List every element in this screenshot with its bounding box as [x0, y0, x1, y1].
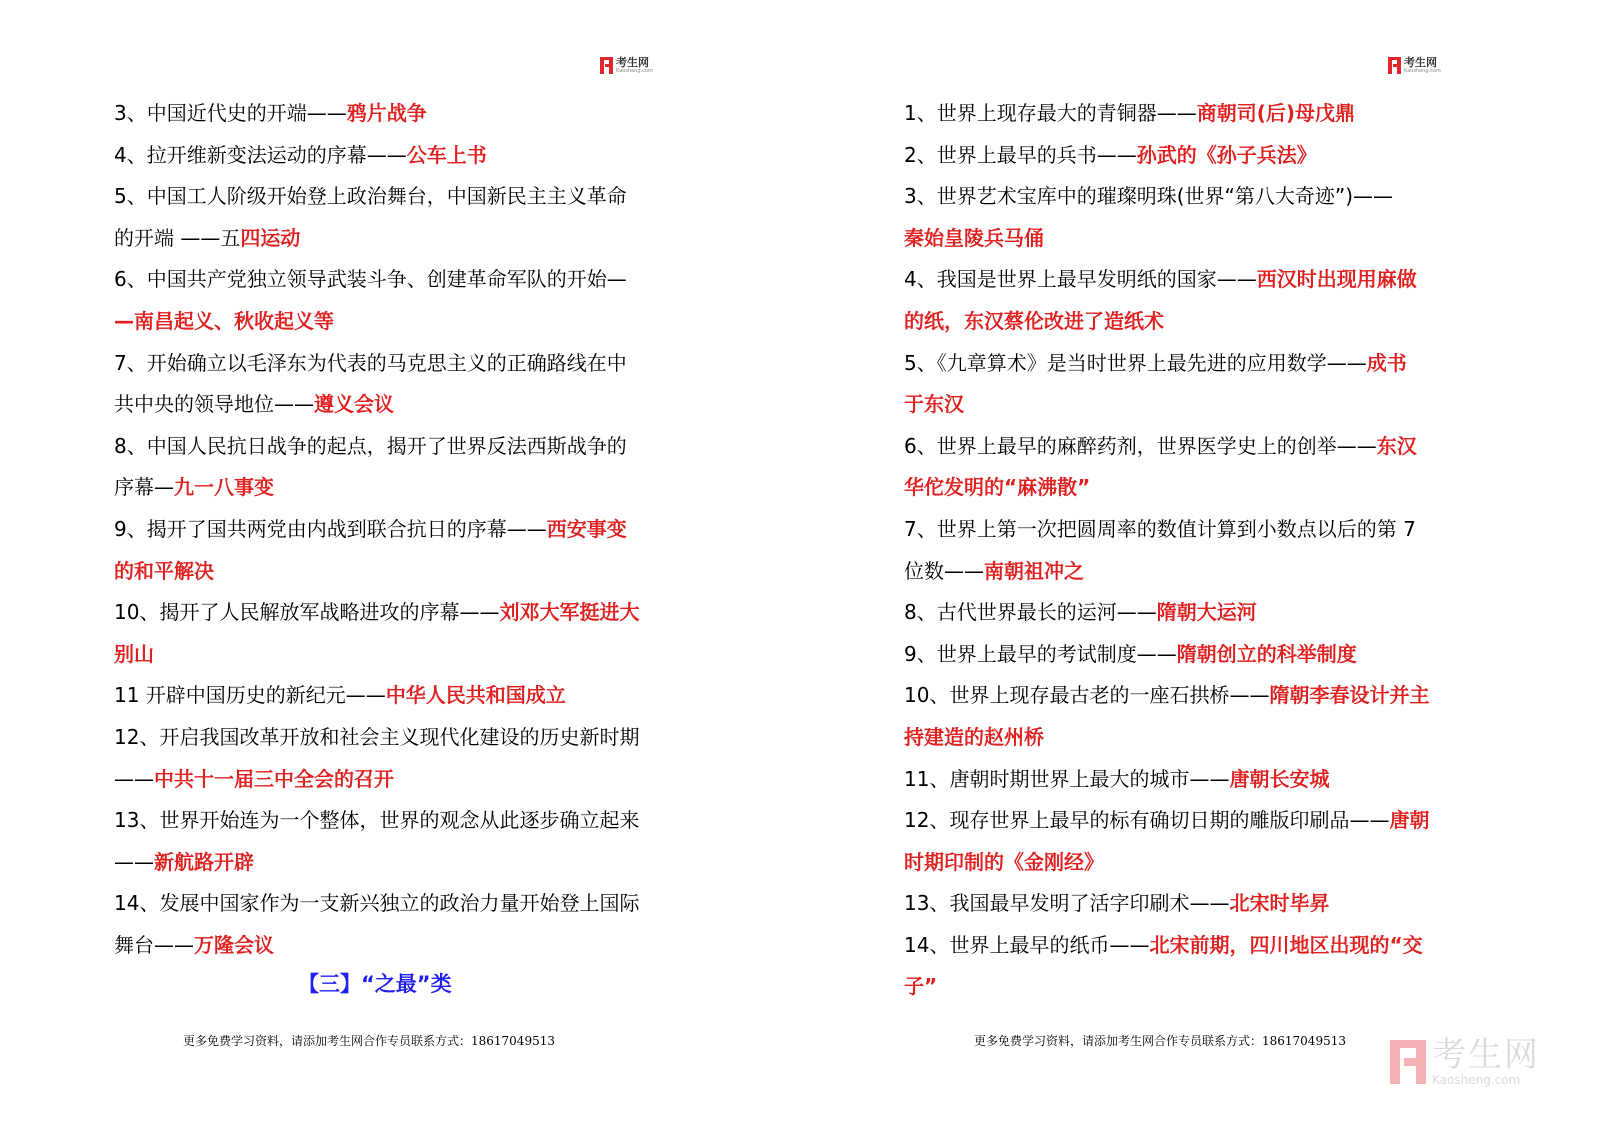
kaosheng-logo-icon: [600, 57, 613, 74]
question-text: 1、世界上现存最大的青铜器——: [904, 101, 1197, 125]
answer-text: 万隆会议: [194, 932, 274, 957]
text-line: [114, 93, 674, 135]
answer-text: 鸦片战争: [346, 101, 427, 125]
text-line: [904, 343, 1464, 385]
question-text: 8、中国人民抗日战争的起点，揭开了世界反法西斯战争的: [114, 433, 627, 458]
watermark-logo-icon: [1390, 1040, 1426, 1084]
question-text: 9、揭开了国共两党由内战到联合抗日的序幕——: [114, 516, 547, 541]
text-line: [114, 301, 674, 343]
answer-text: 北宋前期，四川地区出现的“交: [1149, 932, 1423, 957]
answer-text: 西安事变: [546, 516, 627, 541]
answer-text: 公车上书: [406, 142, 487, 167]
question-text: 6、中国共产党独立领导武装斗争、创建革命军队的开始—: [114, 267, 627, 292]
answer-text: 隋朝创立的科举制度: [1176, 641, 1357, 666]
text-line: [114, 426, 674, 468]
text-line: [904, 759, 1464, 801]
question-text: 5、《九章算术》是当时世界上最先进的应用数学——: [904, 350, 1367, 375]
answer-text: 隋朝李春设计并主: [1269, 683, 1430, 708]
answer-text: 持建造的赵州桥: [904, 724, 1044, 749]
answer-text: —南昌起义、秋收起义等: [114, 308, 334, 333]
answer-text: 孙武的《孙子兵法》: [1136, 142, 1317, 167]
left-question-list: [114, 93, 674, 966]
kaosheng-logo-icon: [1388, 57, 1401, 74]
question-text: 12、开启我国改革开放和社会主义现代化建设的历史新时期: [114, 724, 640, 749]
answer-text: 隋朝大运河: [1156, 600, 1257, 625]
answer-text: 遵义会议: [314, 392, 394, 417]
answer-text: 刘邓大军挺进大: [499, 600, 640, 625]
text-line: [114, 925, 674, 967]
question-text: 序幕—: [114, 475, 174, 500]
question-text: 位数——: [904, 558, 984, 583]
watermark-domain: Kaosheng.com: [1432, 1073, 1521, 1087]
question-text: 13、我国最早发明了活字印刷术——: [904, 891, 1230, 916]
question-text: 11、唐朝时期世界上最大的城市——: [904, 766, 1230, 791]
question-text: 14、世界上最早的纸币——: [904, 932, 1150, 957]
text-line: [904, 842, 1464, 884]
question-text: 12、现存世界上最早的标有确切日期的雕版印刷品——: [904, 808, 1390, 833]
answer-text: 东汉: [1376, 433, 1417, 458]
logo-domain: Kaosheng.com: [1404, 68, 1441, 74]
text-line: [904, 259, 1464, 301]
text-line: [904, 467, 1464, 509]
footer-contact: 更多免费学习资料，请添加考生网合作专员联系方式：18617049513: [183, 1034, 555, 1048]
text-line: [114, 384, 674, 426]
text-line: [904, 176, 1464, 218]
question-text: 8、古代世界最长的运河——: [904, 600, 1157, 625]
answer-text: 时期印制的《金刚经》: [904, 849, 1104, 874]
text-line: [114, 842, 674, 884]
text-line: [904, 301, 1464, 343]
question-text: 14、发展中国家作为一支新兴独立的政治力量开始登上国际: [114, 891, 640, 916]
answer-text: 南朝祖冲之: [984, 558, 1084, 583]
question-text: ——: [114, 849, 154, 874]
answer-text: 的纸，东汉蔡伦改进了造纸术: [904, 308, 1164, 333]
text-line: [904, 634, 1464, 676]
question-text: 共中央的领导地位——: [114, 392, 314, 417]
text-line: [114, 634, 674, 676]
logo-name: 考生网: [616, 56, 649, 69]
text-line: [114, 800, 674, 842]
text-line: [114, 759, 674, 801]
text-line: [114, 592, 674, 634]
text-line: [904, 592, 1464, 634]
right-question-list: [904, 93, 1464, 1008]
text-line: [904, 717, 1464, 759]
brand-logo: [600, 57, 653, 74]
answer-text: 西汉时出现用麻做: [1256, 267, 1417, 292]
logo-name: 考生网: [1404, 56, 1437, 69]
answer-text: 秦始皇陵兵马俑: [904, 225, 1044, 250]
text-line: [114, 259, 674, 301]
question-text: 2、世界上最早的兵书——: [904, 142, 1137, 167]
question-text: 4、我国是世界上最早发明纸的国家——: [904, 267, 1257, 292]
text-line: [114, 551, 674, 593]
answer-text: 唐朝长安城: [1229, 766, 1330, 791]
answer-text: 别山: [114, 641, 154, 666]
question-text: 3、中国近代史的开端——: [114, 101, 347, 125]
text-line: [114, 509, 674, 551]
text-line: [904, 93, 1464, 135]
text-line: [114, 467, 674, 509]
text-line: [114, 176, 674, 218]
answer-text: 九一八事变: [174, 475, 274, 500]
text-line: [904, 218, 1464, 260]
question-text: 13、世界开始连为一个整体，世界的观念从此逐步确立起来: [114, 808, 640, 833]
answer-text: 中共十一届三中全会的召开: [154, 766, 394, 791]
answer-text: 于东汉: [904, 392, 964, 417]
question-text: 5、中国工人阶级开始登上政治舞台，中国新民主主义革命: [114, 184, 627, 209]
question-text: 的开端 ——五: [114, 225, 241, 250]
text-line: [904, 551, 1464, 593]
section-heading: 【三】“之最”类: [298, 972, 452, 996]
text-line: [904, 384, 1464, 426]
question-text: 7、开始确立以毛泽东为代表的马克思主义的正确路线在中: [114, 350, 627, 375]
question-text: 9、世界上最早的考试制度——: [904, 641, 1177, 666]
question-text: 6、世界上最早的麻醉药剂，世界医学史上的创举——: [904, 433, 1377, 458]
text-line: [114, 343, 674, 385]
footer-contact: 更多免费学习资料，请添加考生网合作专员联系方式：18617049513: [974, 1034, 1346, 1048]
question-text: 10、世界上现存最古老的一座石拱桥——: [904, 683, 1270, 708]
answer-text: 北宋时毕昇: [1229, 891, 1330, 916]
answer-text: 子”: [904, 974, 938, 999]
text-line: [114, 218, 674, 260]
question-text: 4、拉开维新变法运动的序幕——: [114, 142, 407, 167]
text-line: [904, 966, 1464, 1008]
text-line: [904, 883, 1464, 925]
question-text: ——: [114, 766, 154, 791]
answer-text: 商朝司(后)母戊鼎: [1196, 101, 1356, 125]
answer-text: 唐朝: [1389, 808, 1430, 833]
text-line: [114, 883, 674, 925]
question-text: 7、世界上第一次把圆周率的数值计算到小数点以后的第 7: [904, 516, 1416, 541]
text-line: [114, 135, 674, 177]
question-text: 3、世界艺术宝库中的璀璨明珠(世界“第八大奇迹”)——: [904, 184, 1394, 209]
answer-text: 的和平解决: [114, 558, 214, 583]
answer-text: 华佗发明的“麻沸散”: [904, 475, 1091, 500]
watermark: [1390, 1035, 1540, 1087]
text-line: [904, 675, 1464, 717]
text-line: [904, 426, 1464, 468]
answer-text: 成书: [1366, 350, 1407, 375]
question-text: 11 开辟中国历史的新纪元——: [114, 683, 386, 708]
text-line: [904, 135, 1464, 177]
answer-text: 中华人民共和国成立: [385, 683, 566, 708]
right-page: [800, 0, 1600, 1127]
watermark-name: 考生网: [1432, 1035, 1540, 1075]
text-line: [114, 675, 674, 717]
text-line: [904, 509, 1464, 551]
text-line: [114, 717, 674, 759]
brand-logo: [1388, 57, 1441, 74]
logo-domain: Kaosheng.com: [616, 68, 653, 74]
text-line: [904, 800, 1464, 842]
answer-text: 四运动: [240, 225, 301, 250]
question-text: 舞台——: [114, 932, 194, 957]
text-line: [904, 925, 1464, 967]
question-text: 10、揭开了人民解放军战略进攻的序幕——: [114, 600, 500, 625]
answer-text: 新航路开辟: [154, 849, 254, 874]
